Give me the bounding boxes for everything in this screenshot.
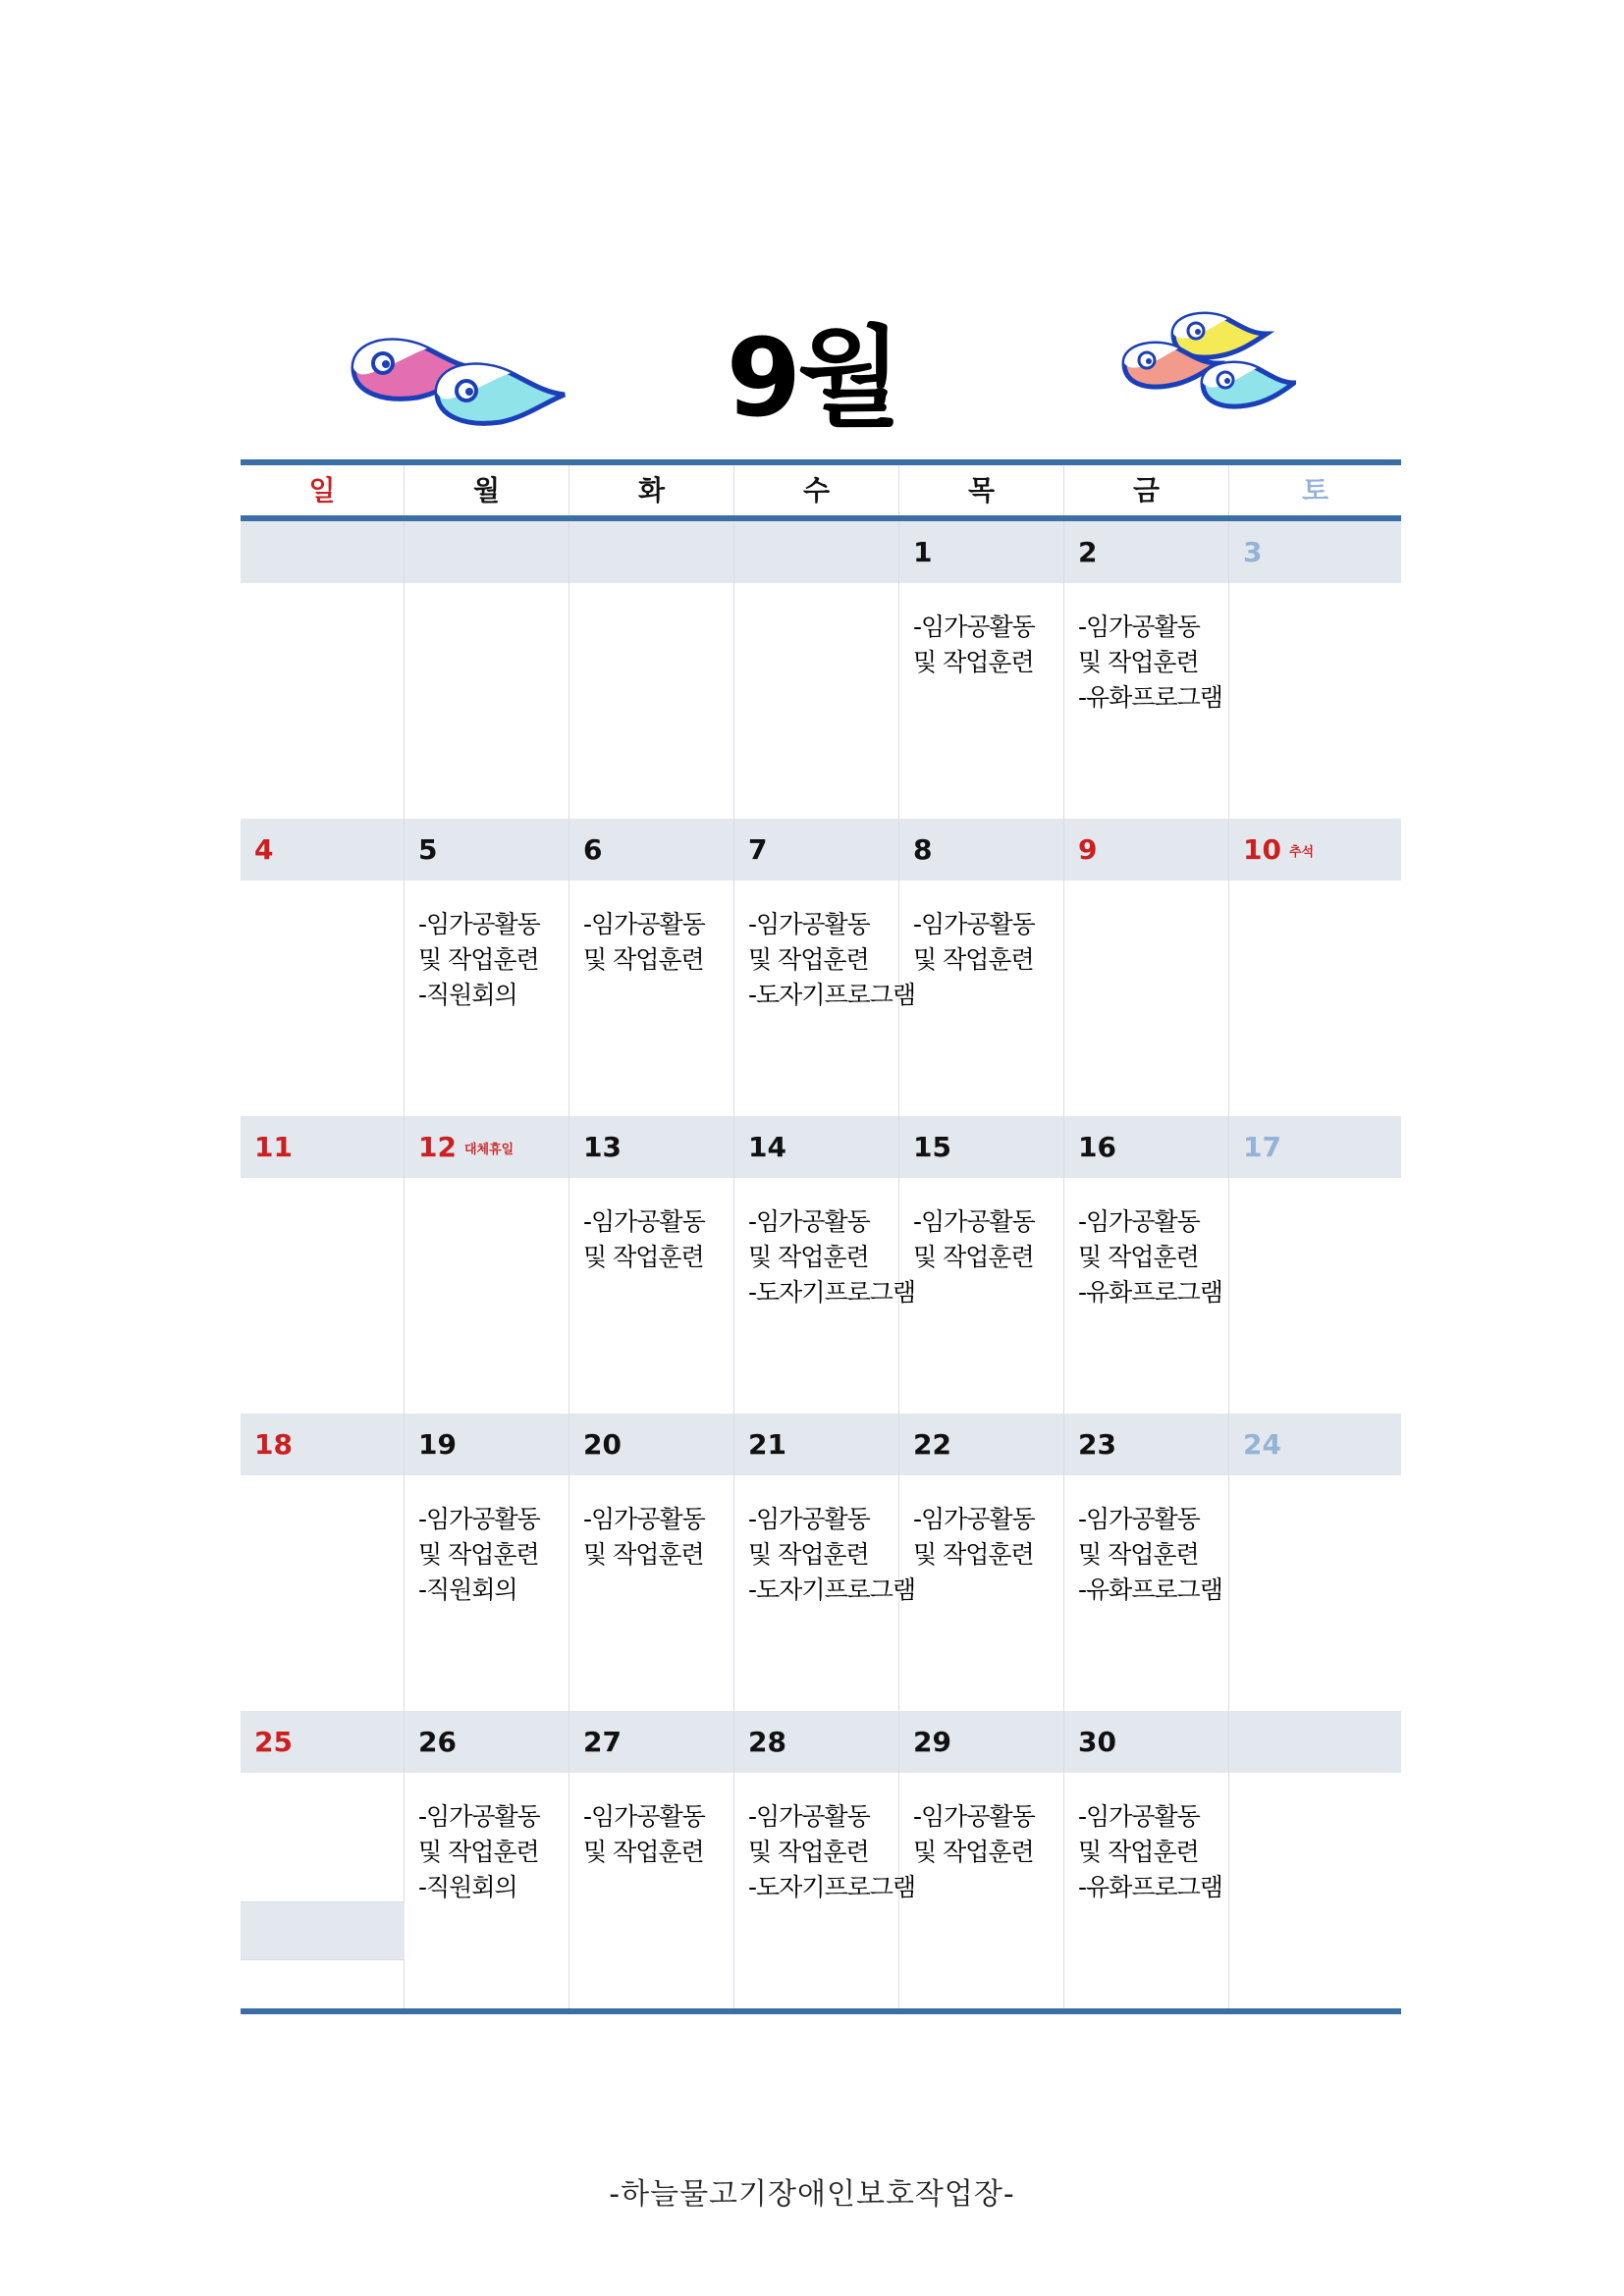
organization-footer: -하늘물고기장애인보호작업장- <box>609 2177 1015 2212</box>
event-text: -임가공활동 <box>1078 1505 1200 1533</box>
holiday-label: 추석 <box>1288 845 1315 860</box>
day-number-text: 8 <box>913 833 933 866</box>
day-number <box>913 830 932 870</box>
day-cell <box>1064 819 1229 1116</box>
day-cell <box>899 1116 1064 1414</box>
day-cell <box>734 1116 916 1414</box>
day-number-text: 29 <box>913 1726 951 1758</box>
event-text: -임가공활동 <box>748 1802 870 1831</box>
day-number-text: 23 <box>1078 1428 1116 1461</box>
event-text: -직원회의 <box>418 1873 517 1901</box>
day-number-text: 25 <box>254 1726 293 1758</box>
event-text: -도자기프로그램 <box>748 1873 916 1901</box>
day-number <box>1078 1128 1116 1167</box>
day-number-text: 21 <box>748 1428 786 1461</box>
event-text: 및 작업훈련 <box>418 1540 539 1569</box>
day-cell <box>899 1711 1064 2008</box>
day-cell <box>569 1116 734 1414</box>
day-cell <box>1229 819 1401 1116</box>
weekday-label: 월 <box>405 465 569 515</box>
day-cell <box>1229 1116 1401 1414</box>
event-text: -임가공활동 <box>418 910 540 938</box>
event-list <box>913 1502 1059 1573</box>
day-number-text: 13 <box>583 1131 622 1163</box>
day-number <box>913 1128 951 1167</box>
day-cell <box>1064 1711 1229 2008</box>
event-text: -임가공활동 <box>913 1802 1035 1831</box>
day-number <box>583 1128 622 1167</box>
day-cell <box>734 819 916 1116</box>
day-number <box>583 830 602 870</box>
day-number-text: 9 <box>1078 833 1098 866</box>
event-list <box>583 1204 730 1275</box>
day-cell <box>241 1116 405 1414</box>
calendar-weeks <box>241 521 1401 2008</box>
event-text: 및 작업훈련 <box>748 1243 869 1271</box>
event-text: 및 작업훈련 <box>1078 1243 1199 1271</box>
week-row <box>241 1711 1401 2008</box>
day-number <box>1243 533 1262 572</box>
day-cell <box>899 819 1064 1116</box>
event-text: 및 작업훈련 <box>418 945 539 974</box>
day-number-text: 14 <box>748 1131 786 1163</box>
day-number-text: 19 <box>418 1428 457 1461</box>
event-text: -임가공활동 <box>913 1207 1035 1236</box>
event-text: 및 작업훈련 <box>583 1540 704 1569</box>
event-text: 및 작업훈련 <box>748 945 869 974</box>
weekday-label: 토 <box>1301 474 1329 507</box>
day-number <box>748 1723 786 1762</box>
day-cell <box>241 819 405 1116</box>
day-cell <box>1229 1414 1401 1711</box>
day-number-text: 4 <box>254 833 274 866</box>
day-number <box>254 1723 293 1762</box>
day-number <box>913 1723 951 1762</box>
day-number <box>418 1128 514 1170</box>
day-number <box>913 533 932 572</box>
day-cell <box>405 1116 569 1414</box>
day-number-text: 7 <box>748 833 768 866</box>
event-list <box>418 907 565 1013</box>
day-cell <box>241 1414 405 1711</box>
day-cell <box>569 1414 734 1711</box>
event-text: -유화프로그램 <box>1078 1575 1222 1604</box>
event-text: 및 작업훈련 <box>583 1243 704 1271</box>
day-cell <box>734 1711 916 2008</box>
shaded-band <box>241 1901 405 1960</box>
day-number <box>583 1425 622 1465</box>
day-number <box>1078 533 1097 572</box>
day-number-text: 12 <box>418 1131 457 1163</box>
event-text: -임가공활동 <box>913 613 1035 641</box>
event-list <box>1078 610 1224 716</box>
event-text: 및 작업훈련 <box>1078 1540 1199 1569</box>
day-number-text: 30 <box>1078 1726 1116 1758</box>
day-number <box>1243 830 1314 873</box>
day-cell <box>405 819 569 1116</box>
weekday-header-row <box>241 465 1401 515</box>
day-cell <box>405 1414 569 1711</box>
event-text: -임가공활동 <box>748 910 870 938</box>
weekday-label: 수 <box>734 465 899 515</box>
event-list <box>1078 1502 1224 1608</box>
event-text: -도자기프로그램 <box>748 1278 916 1307</box>
week-row <box>241 1116 1401 1414</box>
day-cell <box>1229 1711 1401 2008</box>
event-text: -직원회의 <box>418 981 517 1009</box>
event-text: -도자기프로그램 <box>748 1575 916 1604</box>
day-number-text: 10 <box>1243 833 1281 866</box>
event-text: 및 작업훈련 <box>583 945 704 974</box>
event-text: -도자기프로그램 <box>748 981 916 1009</box>
event-text: -임가공활동 <box>748 1207 870 1236</box>
event-text: -임가공활동 <box>1078 613 1200 641</box>
event-list <box>583 1502 730 1573</box>
day-cell <box>1064 1116 1229 1414</box>
weekday-label: 금 <box>1064 465 1229 515</box>
week-row <box>241 819 1401 1116</box>
day-cell <box>405 521 569 819</box>
weekday-label: 목 <box>899 465 1064 515</box>
event-list <box>913 907 1059 978</box>
event-list <box>913 1204 1059 1275</box>
day-number-text: 24 <box>1243 1428 1281 1461</box>
day-cell <box>569 1711 734 2008</box>
day-cell <box>899 521 1064 819</box>
day-cell <box>569 521 734 819</box>
event-text: -임가공활동 <box>1078 1207 1200 1236</box>
event-list <box>748 907 916 1013</box>
event-list <box>418 1502 565 1608</box>
day-number <box>748 830 767 870</box>
event-text: 및 작업훈련 <box>913 1540 1034 1569</box>
day-cell <box>1064 521 1229 819</box>
event-text: 및 작업훈련 <box>1078 648 1199 676</box>
event-text: -임가공활동 <box>913 1505 1035 1533</box>
event-text: -유화프로그램 <box>1078 683 1222 712</box>
day-number <box>583 1723 622 1762</box>
day-number <box>748 1425 786 1465</box>
event-list <box>913 1799 1059 1870</box>
day-number <box>748 1128 786 1167</box>
day-number-text: 20 <box>583 1428 622 1461</box>
event-text: 및 작업훈련 <box>913 1838 1034 1866</box>
event-text: -임가공활동 <box>418 1505 540 1533</box>
day-number-text: 28 <box>748 1726 786 1758</box>
day-number <box>254 1128 293 1167</box>
event-list <box>418 1799 565 1905</box>
day-number-text: 22 <box>913 1428 951 1461</box>
month-title: 9월 <box>726 315 898 441</box>
calendar-bottom-rule <box>241 2008 1401 2014</box>
day-cell <box>734 521 899 819</box>
event-list <box>748 1799 916 1905</box>
event-text: -유화프로그램 <box>1078 1873 1222 1901</box>
day-cell <box>1229 521 1401 819</box>
day-number <box>1078 1425 1116 1465</box>
week-row <box>241 521 1401 819</box>
event-text: 및 작업훈련 <box>583 1838 704 1866</box>
event-text: -임가공활동 <box>913 910 1035 938</box>
day-number-text: 17 <box>1243 1131 1281 1163</box>
event-list <box>748 1502 916 1608</box>
day-cell <box>241 1711 405 2008</box>
weekday-label: 화 <box>569 465 734 515</box>
event-list <box>583 907 730 978</box>
day-number-text: 6 <box>583 833 603 866</box>
day-cell <box>734 1414 916 1711</box>
day-number <box>1078 1723 1116 1762</box>
event-text: 및 작업훈련 <box>913 945 1034 974</box>
month-calendar <box>241 459 1401 2014</box>
event-text: 및 작업훈련 <box>913 648 1034 676</box>
day-number-text: 27 <box>583 1726 622 1758</box>
event-text: -유화프로그램 <box>1078 1278 1222 1307</box>
day-cell <box>405 1711 569 2008</box>
day-number-text: 15 <box>913 1131 951 1163</box>
day-number-text: 3 <box>1243 536 1263 568</box>
holiday-label: 대체휴일 <box>463 1143 514 1157</box>
event-text: -임가공활동 <box>1078 1802 1200 1831</box>
day-number <box>418 1425 457 1465</box>
day-number <box>1243 1128 1281 1167</box>
day-number <box>418 1723 457 1762</box>
day-number-text: 18 <box>254 1428 293 1461</box>
event-text: 및 작업훈련 <box>913 1243 1034 1271</box>
event-text: -임가공활동 <box>418 1802 540 1831</box>
day-number <box>254 1425 293 1465</box>
event-list <box>1078 1799 1224 1905</box>
day-number <box>913 1425 951 1465</box>
event-text: -임가공활동 <box>583 1505 705 1533</box>
event-list <box>1078 1204 1224 1310</box>
event-text: 및 작업훈련 <box>418 1838 539 1866</box>
calendar-header <box>0 294 1624 452</box>
weekday-label: 일 <box>241 465 405 515</box>
event-text: -직원회의 <box>418 1575 517 1604</box>
event-text: 및 작업훈련 <box>748 1540 869 1569</box>
event-list <box>748 1204 916 1310</box>
event-list <box>583 1799 730 1870</box>
fish-illustration-right <box>1119 309 1296 417</box>
day-number-text: 5 <box>418 833 438 866</box>
day-cell <box>569 819 734 1116</box>
day-number <box>1078 830 1097 870</box>
day-number-text: 1 <box>913 536 933 568</box>
day-number-text: 11 <box>254 1131 293 1163</box>
event-text: 및 작업훈련 <box>1078 1838 1199 1866</box>
day-number-text: 16 <box>1078 1131 1116 1163</box>
event-list <box>913 610 1059 680</box>
day-cell <box>1064 1414 1229 1711</box>
day-cell <box>241 521 405 819</box>
day-number-text: 26 <box>418 1726 457 1758</box>
event-text: -임가공활동 <box>748 1505 870 1533</box>
day-cell <box>899 1414 1064 1711</box>
week-row <box>241 1414 1401 1711</box>
day-number <box>254 830 273 870</box>
event-text: -임가공활동 <box>583 1207 705 1236</box>
event-text: -임가공활동 <box>583 910 705 938</box>
event-text: 및 작업훈련 <box>748 1838 869 1866</box>
day-number-text: 2 <box>1078 536 1098 568</box>
day-number <box>418 830 437 870</box>
event-text: -임가공활동 <box>583 1802 705 1831</box>
day-number <box>1243 1425 1281 1465</box>
